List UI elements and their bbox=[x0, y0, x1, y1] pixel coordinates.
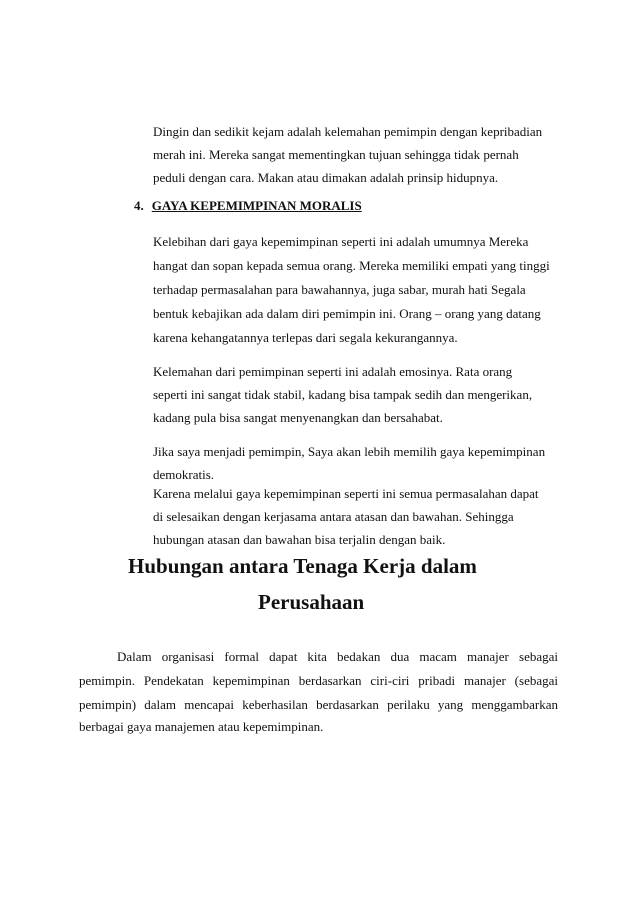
section-heading-line-1: Hubungan antara Tenaga Kerja dalam bbox=[128, 554, 477, 578]
body-line-1: Dalam organisasi formal dapat kita bedakan dua macam manajer sebagai bbox=[117, 649, 558, 664]
para2-line-3: kadang pula bisa sangat menyenangkan dan bersahabat. bbox=[153, 410, 443, 425]
para2-line-1: Kelemahan dari pemimpinan seperti ini adalah emosinya. Rata orang bbox=[153, 364, 513, 379]
para3-line-5: hubungan atasan dan bawahan bisa terjalin dengan baik. bbox=[153, 532, 446, 547]
para3-line-3: Karena melalui gaya kepemimpinan seperti ini semua permasalahan dapat bbox=[153, 486, 539, 501]
para1-line-1: Kelebihan dari gaya kepemimpinan seperti ini adalah umumnya Mereka bbox=[153, 234, 529, 249]
para3-line-2: demokratis. bbox=[153, 467, 215, 482]
para3-line-4: di selesaikan dengan kerjasama antara atasan dan bawahan. Sehingga bbox=[153, 509, 514, 524]
body-line-2: pemimpin. Pendekatan kepemimpinan berdasarkan ciri-ciri pribadi manajer (sebagai bbox=[79, 673, 558, 688]
block1-line-2: merah ini. Mereka sangat mementingkan tujuan sehingga tidak pernah bbox=[153, 147, 519, 162]
para1-line-5: karena kehangatannya terlepas dari segala kekurangannya. bbox=[153, 330, 458, 345]
para3-line-1: Jika saya menjadi pemimpin, Saya akan lebih memilih gaya kepemimpinan bbox=[153, 444, 546, 459]
section-4-heading bbox=[134, 198, 362, 214]
para1-line-3: terhadap permasalahan para bawahannya, juga sabar, murah hati Segala bbox=[153, 282, 526, 297]
block1-line-1: Dingin dan sedikit kejam adalah kelemahan pemimpin dengan kepribadian bbox=[153, 124, 543, 139]
para2-line-2: seperti ini sangat tidak stabil, kadang bisa tampak sedih dan mengerikan, bbox=[153, 387, 533, 402]
body-line-4: berbagai gaya manajemen atau kepemimpinan. bbox=[79, 719, 324, 734]
para1-line-2: hangat dan sopan kepada semua orang. Mereka memiliki empati yang tinggi bbox=[153, 258, 550, 273]
body-line-3: pemimpin) dalam mencapai keberhasilan berdasarkan perilaku yang menggambarkan bbox=[79, 697, 558, 712]
section-heading-line-2: Perusahaan bbox=[258, 590, 365, 614]
section-4-number: 4. bbox=[134, 198, 144, 213]
para1-line-4: bentuk kebajikan ada dalam diri pemimpin ini. Orang – orang yang datang bbox=[153, 306, 541, 321]
section-4-title: GAYA KEPEMIMPINAN MORALIS bbox=[151, 198, 362, 213]
block1-line-3: peduli dengan cara. Makan atau dimakan adalah prinsip hidupnya. bbox=[153, 170, 499, 185]
